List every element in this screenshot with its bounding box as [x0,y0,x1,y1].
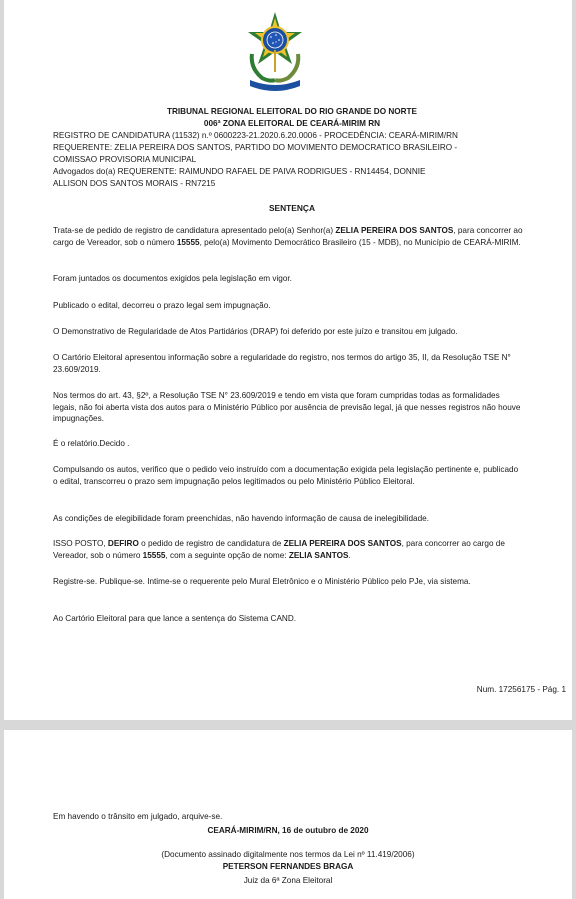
judge-title: Juiz da 6ª Zona Eleitoral [243,876,333,885]
paragraph-2: Foram juntados os documentos exigidos pela legislação em vigor. [53,274,292,283]
p10-text-d: , com a seguinte opção de nome: [165,550,289,560]
digital-signature-note: (Documento assinado digitalmente nos termos da Lei nº 11.419/2006) [161,850,415,859]
paragraph-5: O Cartório Eleitoral apresentou informação sobre a regularidade do registro, nos termos do artigo 35, II, da Resolução TSE N° 23.609/2019. [53,353,511,374]
registro-line: REGISTRO DE CANDIDATURA (11532) n.º 0600223-21.2020.6.20.0006 - PROCEDÊNCIA: CEARÁ-MIRIM/RN [53,131,458,140]
p1-text-c: , pelo(a) Movimento Democrático Brasileiro (15 - MDB), no Município de CEARÁ-MIRIM. [199,237,521,247]
electoral-zone: 006ª ZONA ELEITORAL DE CEARÁ-MIRIM RN [203,119,381,128]
candidate-name-2: ZELIA PEREIRA DOS SANTOS [283,539,402,548]
court-name: TRIBUNAL REGIONAL ELEITORAL DO RIO GRANDE DO NORTE [166,107,418,116]
paragraph-4: O Demonstrativo de Regularidade de Atos Partidários (DRAP) foi deferido por este juízo e transitou em julgado. [53,327,458,336]
paragraph-6: Nos termos do art. 43, §2º, a Resolução TSE N° 23.609/2019 e tendo em vista que foram cumpridas todas as formalidades legais, não foi aberta vista dos autos para o Ministério Público por ausência de previsão legal, já que nesses registros não houve impugnações. [53,391,521,423]
p1-text-b: , para concorrer ao cargo de Vereador, sob o número [53,226,523,247]
paragraph-10 [53,538,523,561]
document-header [53,106,531,190]
paragraph-11: Registre-se. Publique-se. Intime-se o requerente pelo Mural Eletrônico e o Ministério Público pelo PJe, via sistema. [53,577,471,586]
paragraph-7: É o relatório.Decido . [53,439,130,448]
paragraph-1 [53,225,523,248]
requerente-line-1: REQUERENTE: ZELIA PEREIRA DOS SANTOS, PARTIDO DO MOVIMENTO DEMOCRATICO BRASILEIRO - [53,143,458,152]
paragraph-8: Compulsando os autos, verifico que o pedido veio instruído com a documentação exigida pela legislação pertinente e, publicado o edital, transcorreu o prazo sem impugnação pelos legitimados ou pelo Ministério Público Eleitoral. [53,465,519,486]
place-date: CEARÁ-MIRIM/RN, 16 de outubro de 2020 [207,826,369,835]
paragraph-3: Publicado o edital, decorreu o prazo legal sem impugnação. [53,301,271,310]
advogados-line-1: Advogados do(a) REQUERENTE: RAIMUNDO RAFAEL DE PAIVA RODRIGUES - RN14454, DONNIE [53,167,426,176]
judge-name: PETERSON FERNANDES BRAGA [222,862,354,871]
arquive-line: Em havendo o trânsito em julgado, arquive-se. [53,812,223,821]
document-title: SENTENÇA [268,203,316,213]
brazil-coat-of-arms-icon [240,10,310,92]
candidate-number: 15555 [176,237,200,247]
defiro-word: DEFIRO [107,539,139,548]
ballot-name: ZELIA SANTOS [288,550,349,560]
page-number: Num. 17256175 - Pág. 1 [476,685,566,694]
p1-text-a: Trata-se de pedido de registro de candidatura apresentado pelo(a) Senhor(a) [53,226,336,235]
p10-text-a: ISSO POSTO, [53,539,108,548]
p10-text-e: . [348,550,351,560]
candidate-name: ZELIA PEREIRA DOS SANTOS [335,226,454,235]
p10-text-b: o pedido de registro de candidatura de [138,539,284,548]
document-page-2 [4,730,572,899]
paragraph-12: Ao Cartório Eleitoral para que lance a sentença do Sistema CAND. [53,614,297,623]
p10-text-c: , para concorrer ao cargo de Vereador, sob o número [53,539,505,560]
document-page-1 [4,0,572,720]
requerente-line-2: COMISSAO PROVISORIA MUNICIPAL [53,155,197,164]
paragraph-9: As condições de elegibilidade foram preenchidas, não havendo informação de causa de inelegibilidade. [53,514,429,523]
candidate-number-2: 15555 [142,550,166,560]
advogados-line-2: ALLISON DOS SANTOS MORAIS - RN7215 [53,179,216,188]
